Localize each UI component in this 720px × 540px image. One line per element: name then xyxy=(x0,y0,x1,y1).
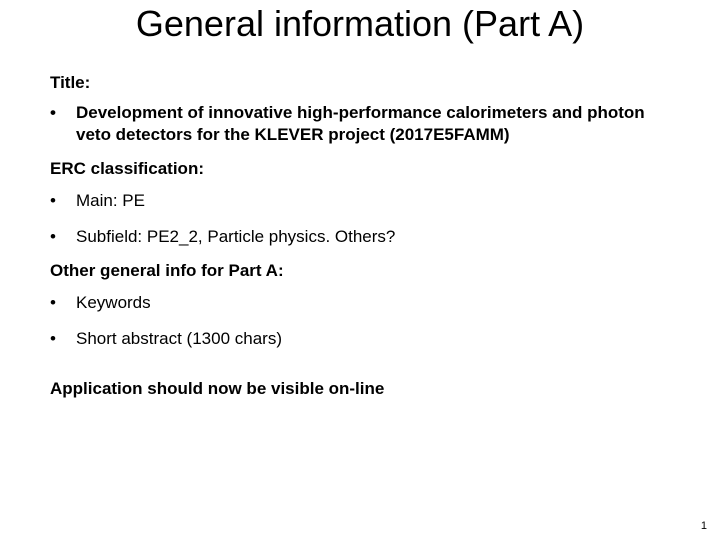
other-info-bullet-list xyxy=(50,292,650,350)
keywords-item xyxy=(50,292,650,314)
erc-subfield-item xyxy=(50,226,650,248)
erc-subfield-text: Subfield: PE2_2, Particle physics. Others? xyxy=(76,227,396,246)
bullet-icon: • xyxy=(50,191,56,210)
bullet-icon: • xyxy=(50,293,56,312)
bullet-icon: • xyxy=(50,103,56,122)
title-bullet-list xyxy=(50,102,650,146)
closing-note: Application should now be visible on-line xyxy=(50,379,385,398)
project-title-text: Development of innovative high-performance calorimeters and photon veto detectors for the KLEVER project (2017E5FAMM) xyxy=(76,103,645,144)
erc-main-text: Main: PE xyxy=(76,191,145,210)
page-number: 1 xyxy=(700,520,707,532)
title-bullet-item xyxy=(50,102,650,146)
keywords-text: Keywords xyxy=(76,293,151,312)
erc-bullet-list xyxy=(50,190,650,248)
slide-title: General information (Part A) xyxy=(135,3,585,44)
bullet-icon: • xyxy=(50,227,56,246)
abstract-text: Short abstract (1300 chars) xyxy=(76,329,282,348)
slide-content xyxy=(50,72,650,400)
erc-heading: ERC classification: xyxy=(50,159,204,178)
other-info-heading: Other general info for Part A: xyxy=(50,261,284,280)
title-heading: Title: xyxy=(50,73,91,92)
abstract-item xyxy=(50,328,650,350)
erc-main-item xyxy=(50,190,650,212)
bullet-icon: • xyxy=(50,329,56,348)
